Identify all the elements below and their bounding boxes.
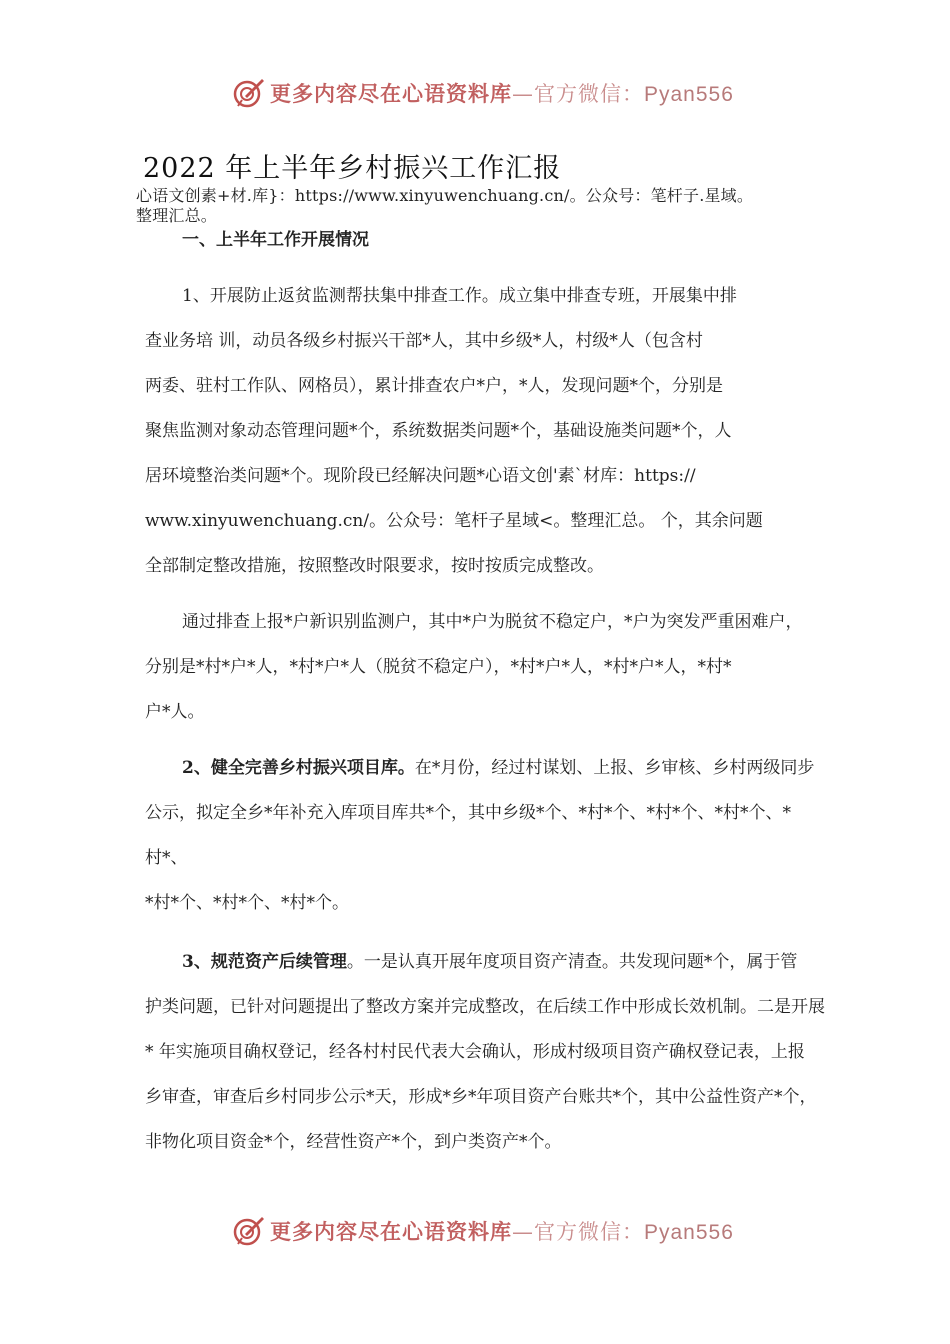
paragraph-1-line: 全部制定整改措施，按照整改时限要求，按时按质完成整改。 [145, 556, 604, 576]
pen-logo-icon [232, 1214, 266, 1248]
paragraph-4-line: * 年实施项目确权登记，经各村村民代表大会确认，形成村级项目资产确权登记表，上报 [145, 1042, 805, 1062]
paragraph-3-line: 村*、 [145, 848, 188, 868]
banner-text-id: Pyan556 [644, 1221, 734, 1244]
banner-text [270, 78, 734, 108]
banner-text-main: 更多内容尽在心语资料库 [270, 1220, 512, 1244]
paragraph-2-line: 分别是*村*户*人，*村*户*人（脱贫不稳定户），*村*户*人，*村*户*人，*村* [145, 657, 732, 677]
banner-text [270, 1216, 734, 1246]
paragraph-4-line [182, 947, 797, 972]
paragraph-4-line: 非物化项目资金*个，经营性资产*个，到户类资产*个。 [145, 1132, 562, 1152]
paragraph-1-line: 居环境整治类问题*个。现阶段已经解决问题*心语文创'素`材库：https:// [145, 466, 696, 486]
banner-text-id: Pyan556 [644, 83, 734, 106]
watermark-banner-top [0, 74, 950, 114]
paragraph-3-line: 公示，拟定全乡*年补充入库项目库共*个，其中乡级*个、*村*个、*村*个、*村*个、* [145, 803, 791, 823]
banner-text-wechat: —官方微信： [512, 1220, 644, 1244]
banner-text-wechat: —官方微信： [512, 82, 644, 106]
pen-logo-icon [232, 76, 266, 110]
paragraph-1-line: 两委、驻村工作队、网格员），累计排查农户*户，*人，发现问题*个，分别是 [145, 376, 723, 396]
section-heading: 一、上半年工作开展情况 [182, 230, 369, 250]
paragraph-4-line: 乡审查，审查后乡村同步公示*天，形成*乡*年项目资产台账共*个，其中公益性资产*个， [145, 1087, 817, 1107]
paragraph-1-line: 1、开展防止返贫监测帮扶集中排查工作。成立集中排查专班，开展集中排 [182, 286, 737, 306]
paragraph-3-line: *村*个、*村*个、*村*个。 [145, 893, 349, 913]
paragraph-3-heading: 2、健全完善乡村振兴项目库。 [182, 758, 415, 778]
paragraph-3-text: 在*月份，经过村谋划、上报、乡审核、乡村两级同步 [414, 758, 815, 778]
paragraph-2-line: 通过排查上报*户新识别监测户，其中*户为脱贫不稳定户，*户为突发严重困难户， [182, 612, 803, 632]
paragraph-2-line: 户*人。 [145, 702, 205, 722]
paragraph-1-line: 查业务培 训，动员各级乡村振兴干部*人，其中乡级*人，村级*人（包含村 [145, 331, 703, 351]
watermark-banner-bottom [0, 1212, 950, 1252]
banner-text-main: 更多内容尽在心语资料库 [270, 82, 512, 106]
document-title: 2022 年上半年乡村振兴工作汇报 [143, 153, 562, 184]
paragraph-4-text: 。一是认真开展年度项目资产清查。共发现问题*个，属于管 [346, 952, 798, 972]
source-line-1: 心语文创素+材.库}：https://www.xinyuwenchuang.cn/。公众号：笔杆子.星域。 [136, 186, 754, 205]
paragraph-4-heading: 3、规范资产后续管理 [182, 952, 347, 972]
paragraph-4-line: 护类问题，已针对问题提出了整改方案并完成整改，在后续工作中形成长效机制。二是开展 [145, 997, 825, 1017]
paragraph-3-line [182, 753, 814, 778]
source-line-2: 整理汇总。 [136, 206, 218, 225]
paragraph-1-line: www.xinyuwenchuang.cn/。公众号：笔杆子星域<。整理汇总。 个，其余问题 [145, 511, 763, 531]
paragraph-1-line: 聚焦监测对象动态管理问题*个，系统数据类问题*个，基础设施类问题*个，人 [145, 421, 732, 441]
